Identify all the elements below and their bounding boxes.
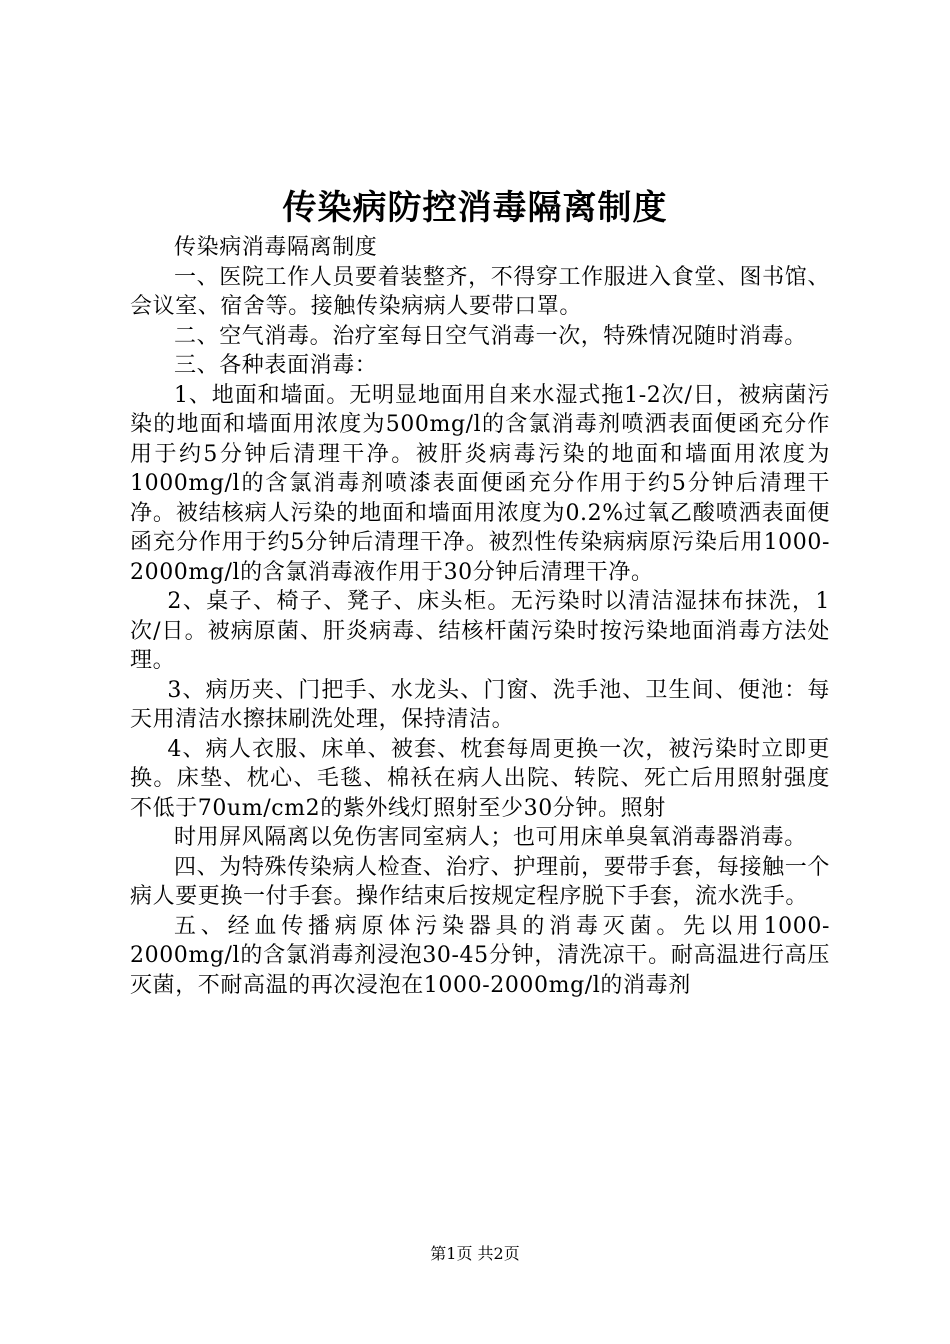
paragraph-section-2: 二、空气消毒。治疗室每日空气消毒一次，特殊情况随时消毒。 xyxy=(174,323,807,349)
page-title: 传染病防控消毒隔离制度 xyxy=(282,188,668,228)
paragraph-section-3: 三、各种表面消毒： xyxy=(174,353,378,378)
paragraph-item-4-continued: 时用屏风隔离以免伤害同室病人；也可用床单臭氧消毒器消毒。 xyxy=(174,825,807,850)
paragraph-section-4: 四、为特殊传染病人检查、治疗、护理前，要带手套，每接触一个病人要更换一付手套。操作结束后按规定程序脱下手套，流水洗手。 xyxy=(130,854,830,909)
paragraph-item-1: 1、地面和墙面。无明显地面用自来水湿式拖1-2次/日，被病菌污染的地面和墙面用浓度为500mg/l的含氯消毒剂喷洒表面便函充分作用于约5分钟后清理干净。被肝炎病毒污染的地面和墙面用浓度为1000mg/l的含氯消毒剂喷漆表面便函充分作用于约5分钟后清理干净。被结核病人污染的地面和墙面用浓度为0.2%过氧乙酸喷洒表面便函充分作用于约5分钟后清理干净。被烈性传染病病原污染后用1000-2000mg/l的含氯消毒液作用于30分钟后清理干净。 xyxy=(130,382,830,585)
paragraph-item-3: 3、病历夹、门把手、水龙头、门窗、洗手池、卫生间、便池：每天用清洁水擦抹刷洗处理，保持清洁。 xyxy=(130,677,830,732)
page-footer: 第1页 共2页 xyxy=(430,1244,520,1263)
paragraph-subtitle: 传染病消毒隔离制度 xyxy=(174,235,378,260)
document-body xyxy=(130,233,830,1000)
paragraph-item-4: 4、病人衣服、床单、被套、枕套每周更换一次，被污染时立即更换。床垫、枕心、毛毯、棉袄在病人出院、转院、死亡后用照射强度不低于70um/cm2的紫外线灯照射至少30分钟。照射 xyxy=(130,736,830,821)
paragraph-section-1: 一、医院工作人员要着装整齐，不得穿工作服进入食堂、图书馆、会议室、宿舍等。接触传染病病人要带口罩。 xyxy=(130,264,830,319)
paragraph-item-2: 2、桌子、椅子、凳子、床头柜。无污染时以清洁湿抹布抹洗，1次/日。被病原菌、肝炎病毒、结核杆菌污染时按污染地面消毒方法处理。 xyxy=(130,589,830,673)
paragraph-section-5: 五、经血传播病原体污染器具的消毒灭菌。先以用1000-2000mg/l的含氯消毒剂浸泡30-45分钟，清洗凉干。耐高温进行高压灭菌，不耐高温的再次浸泡在1000-2000mg/l的消毒剂 xyxy=(130,913,830,998)
